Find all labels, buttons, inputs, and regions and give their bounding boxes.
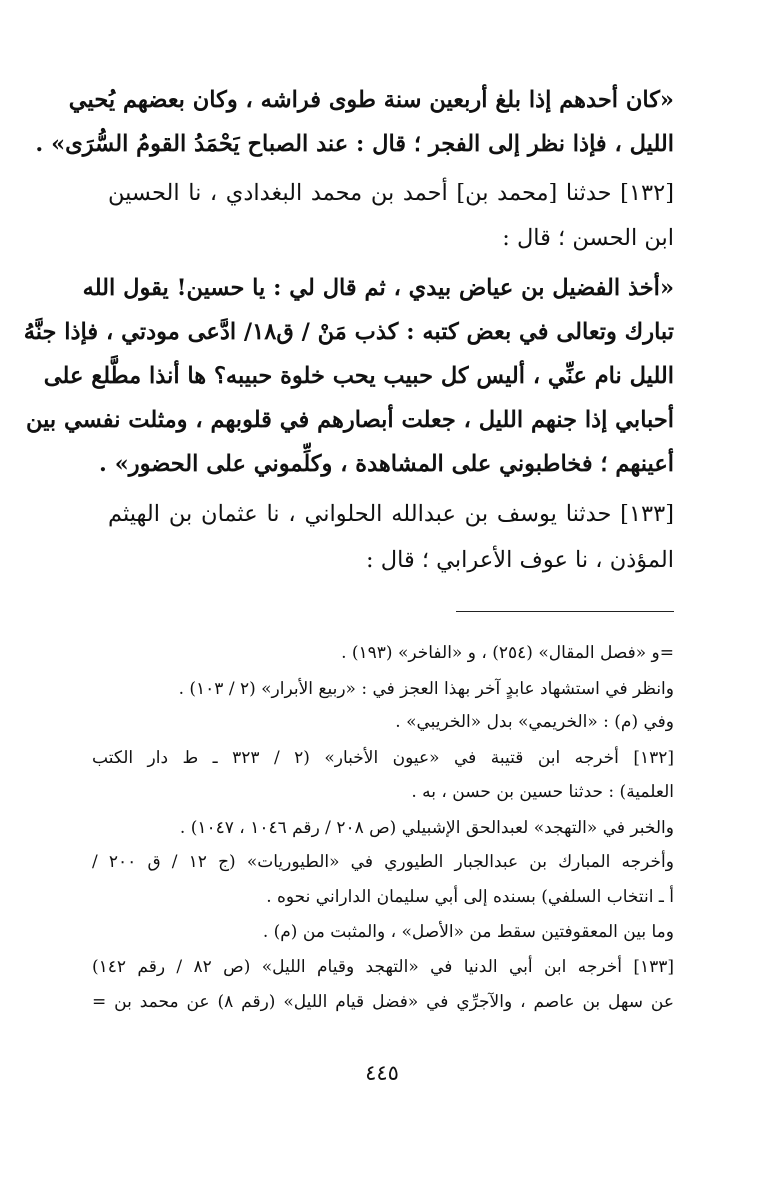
hadith-132-isnad-line-2: ابن الحسن ؛ قال :	[502, 225, 674, 251]
hadith-132-text-line-1: «أخذ الفضيل بن عياض بيدي ، ثم قال لي : يا حسين! يقول الله	[82, 275, 674, 301]
hadith-133-isnad-line-2: المؤذن ، نا عوف الأعرابي ؛ قال :	[366, 547, 674, 573]
hadith-132-isnad-line-1: [١٣٢] حدثنا [محمد بن] أحمد بن محمد البغدادي ، نا الحسين	[108, 180, 674, 206]
footnote-line-6: والخبر في «التهجد» لعبدالحق الإشبيلي (ص ٢٠٨ / رقم ١٠٤٦ ، ١٠٤٧) .	[179, 818, 674, 838]
main-line-1: «كان أحدهم إذا بلغ أربعين سنة طوى فراشه ، وكان بعضهم يُحيي	[68, 87, 674, 113]
footnote-line-2: وانظر في استشهاد عابدٍ آخر بهذا العجز في : «ربيع الأبرار» (٢ / ١٠٣) .	[178, 679, 674, 699]
page-number: ٤٤٥	[365, 1061, 399, 1085]
footnote-line-4: [١٣٢] أخرجه ابن قتيبة في «عيون الأخبار» (٢ / ٣٢٣ ـ ط دار الكتب	[92, 748, 675, 768]
footnote-line-7: وأخرجه المبارك بن عبدالجبار الطيوري في «الطيوريات» (ج ١٢ / ق ٢٠٠ /	[92, 852, 674, 872]
footnote-line-3: وفي (م) : «الخريمي» بدل «الخريبي» .	[395, 712, 674, 732]
footnote-line-1: =و «فصل المقال» (٢٥٤) ، و «الفاخر» (١٩٣) .	[341, 643, 674, 663]
main-line-2: الليل ، فإذا نظر إلى الفجر ؛ قال : عند الصباح يَحْمَدُ القومُ السُّرَى» .	[35, 131, 674, 157]
footnote-line-10: [١٣٣] أخرجه ابن أبي الدنيا في «التهجد وقيام الليل» (ص ٨٢ / رقم ١٤٢)	[92, 957, 675, 977]
hadith-133-isnad-line-1: [١٣٣] حدثنا يوسف بن عبدالله الحلواني ، نا عثمان بن الهيثم	[108, 501, 674, 527]
hadith-132-text-line-4: أحبابي إذا جنهم الليل ، جعلت أبصارهم في قلوبهم ، ومثلت نفسي بين	[25, 407, 674, 433]
footnote-line-8: أ ـ انتخاب السلفي) بسنده إلى أبي سليمان الداراني نحوه .	[266, 887, 674, 907]
footnote-line-11: عن سهل بن عاصم ، والآجرِّي في «فضل قيام الليل» (رقم ٨) عن محمد بن =	[92, 992, 674, 1012]
footnote-separator	[456, 611, 674, 612]
footnote-line-9: وما بين المعقوفتين سقط من «الأصل» ، والمثبت من (م) .	[262, 922, 674, 942]
hadith-132-text-line-2: تبارك وتعالى في بعض كتبه : كذب مَنْ / ق١٨/ ادَّعى مودتي ، فإذا جنَّهُ	[23, 319, 674, 345]
hadith-132-text-line-5: أعينهم ؛ فخاطبوني على المشاهدة ، وكلِّموني على الحضور» .	[99, 451, 674, 477]
footnote-line-5: العلمية) : حدثنا حسين بن حسن ، به .	[411, 782, 674, 802]
hadith-132-text-line-3: الليل نام عنِّي ، أليس كل حبيب يحب خلوة حبيبه؟ ها أنذا مطَّلع على	[43, 363, 674, 389]
